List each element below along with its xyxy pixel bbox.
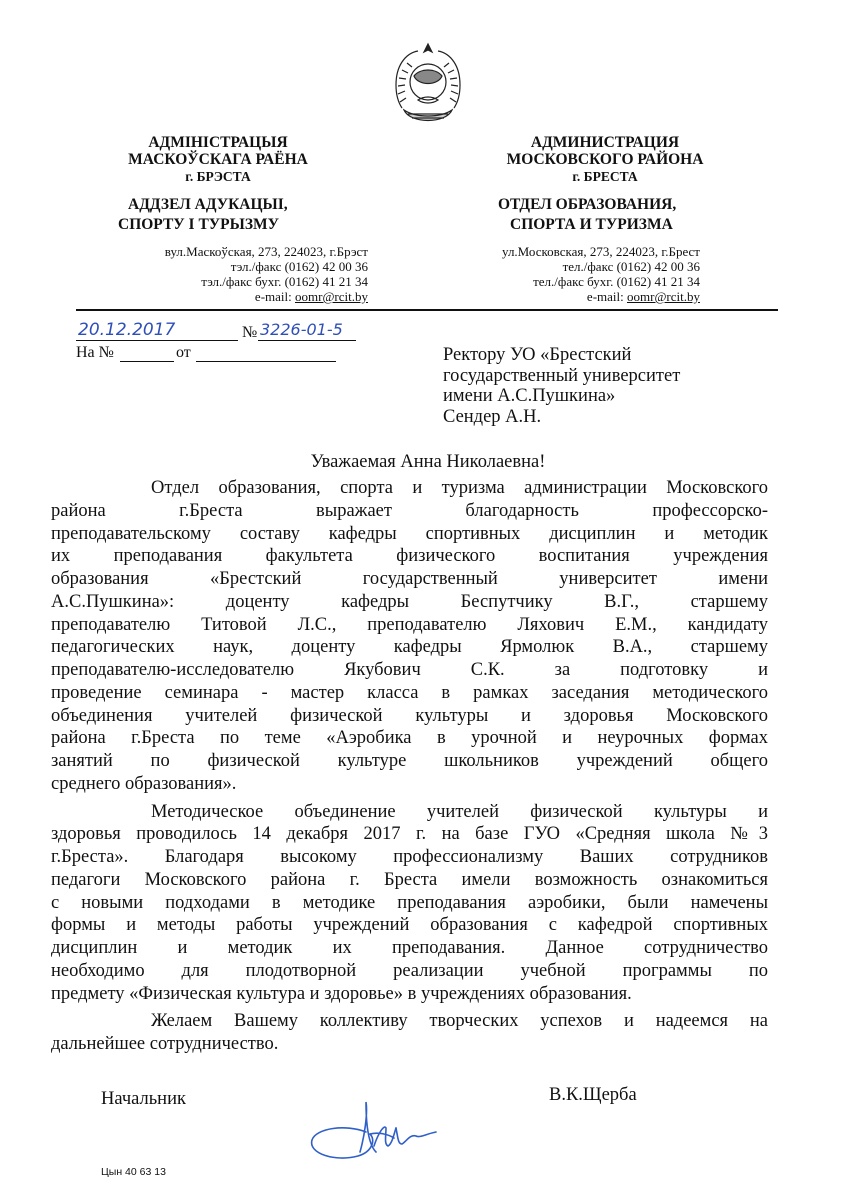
- body-line: дисциплин и методик их преподавания. Данное сотрудничество: [51, 938, 768, 958]
- header-left-org-city: г. БРЭСТА: [185, 169, 251, 184]
- body-line: необходимо для плодотворной реализации учебной программы по: [51, 960, 768, 981]
- body-line: А.С.Пушкина»: доценту кафедры Беспутчику В.Г., старшему: [51, 591, 768, 612]
- header-left-address: вул.Маскоўская, 273, 224023, г.Брэст: [164, 244, 368, 259]
- body-line: проведение семинара - мастер класса в рамках заседания методического: [51, 682, 768, 703]
- body-line: Отдел образования, спорта и туризма администрации Московского: [151, 478, 768, 498]
- body-line: преподавателю-исследователю Якубович С.К. за подготовку и: [51, 660, 768, 680]
- body-line: здоровья проводилось 14 декабря 2017 г. на базе ГУО «Средняя школа №3: [51, 824, 768, 845]
- reference-from-label: от: [176, 344, 191, 361]
- registration-line: [76, 318, 366, 344]
- reference-label: На №: [76, 344, 114, 361]
- header-right-phone-acc: тел./факс бухг. (0162) 41 21 34: [533, 274, 700, 289]
- addressee-line1: Ректору УО «Брестский: [443, 345, 632, 365]
- header-right-contact: [420, 244, 700, 304]
- addressee-line4: Сендер А.Н.: [443, 406, 542, 427]
- addressee-block: [443, 345, 773, 427]
- body-paragraph-1: [51, 477, 768, 796]
- header-right-org-city: г. БРЕСТА: [572, 169, 638, 184]
- body-line: района г.Бреста по теме «Аэробика в урочной и неурочных формах: [51, 728, 768, 749]
- body-line: формы и методы работы учреждений образования с кафедрой спортивных: [51, 915, 768, 936]
- state-emblem: [388, 38, 468, 128]
- body-line: среднего образования».: [51, 773, 237, 794]
- handwritten-signature: [306, 1094, 446, 1170]
- body-line: Желаем Вашему коллективу творческих успехов и надеемся на: [151, 1011, 768, 1032]
- body-line: педагогических наук, доценту кафедры Ярмолюк В.А., старшему: [51, 637, 768, 658]
- executor-info: Цын 40 63 13: [101, 1166, 166, 1178]
- body-line: преподавателю Титовой Л.С., преподавателю Ляхович Е.М., кандидату: [51, 614, 768, 635]
- header-right-phone: тел./факс (0162) 42 00 36: [562, 259, 700, 274]
- header-right-email[interactable]: oomr@rcit.by: [627, 289, 700, 304]
- header-right-email-label: e-mail:: [586, 289, 627, 304]
- header-divider: [76, 309, 778, 311]
- header-left-phone-acc: тэл./факс бухг. (0162) 41 21 34: [201, 274, 368, 289]
- header-right-email-line: [420, 289, 700, 304]
- body-line: г.Бреста». Благодаря высокому профессионализму Ваших сотрудников: [51, 847, 768, 867]
- header-left-dept-line2: СПОРТУ І ТУРЫЗМУ: [118, 216, 280, 233]
- header-left-email-label: e-mail:: [254, 289, 295, 304]
- header-left-contact: [80, 244, 368, 304]
- body-paragraph-3: [51, 1010, 768, 1056]
- body-line: занятий по физической культуре школьников учреждений общего: [51, 751, 768, 771]
- addressee-line3: имени А.С.Пушкина»: [443, 386, 616, 406]
- body-line: предмету «Физическая культура и здоровье» в учреждениях образования.: [51, 983, 632, 1004]
- addressee-line2: государственный университет: [443, 365, 681, 386]
- header-left-email[interactable]: oomr@rcit.by: [295, 289, 368, 304]
- header-right-address: ул.Московская, 273, 224023, г.Брест: [502, 244, 700, 259]
- body-paragraph-2: [51, 801, 768, 1006]
- header-right-dept-line2: СПОРТА И ТУРИЗМА: [510, 216, 673, 233]
- reference-date-blank: [196, 361, 336, 362]
- body-line: дальнейшее сотрудничество.: [51, 1034, 279, 1054]
- reference-line: [76, 344, 346, 368]
- registration-number-label: №: [242, 324, 258, 341]
- body-line: Методическое объединение учителей физической культуры и: [151, 801, 768, 822]
- body-line: объединения учителей физической культуры и здоровья Московского: [51, 705, 768, 726]
- registration-number: 3226-01-5: [260, 320, 343, 339]
- header-right-org-line2: МОСКОВСКОГО РАЙОНА: [506, 151, 704, 168]
- reference-number-blank: [120, 361, 174, 362]
- letter-body: [51, 477, 768, 1056]
- header-left-phone: тэл./факс (0162) 42 00 36: [230, 259, 368, 274]
- header-left-dept: [118, 195, 348, 235]
- header-left-org-line2: МАСКОЎСКАГА РАЁНА: [128, 151, 308, 168]
- body-line: их преподавания факультета физического воспитания учреждения: [51, 546, 768, 567]
- body-line: преподавательскому составу кафедры спортивных дисциплин и методик: [51, 523, 768, 544]
- header-left-email-line: [80, 289, 368, 304]
- header-left-org-line1: АДМІНІСТРАЦЫЯ: [148, 134, 288, 151]
- body-line: педагоги Московского района г. Бреста имели возможность ознакомиться: [51, 869, 768, 890]
- signature-position: Начальник: [101, 1089, 186, 1109]
- registration-date: 20.12.2017: [78, 320, 176, 340]
- registration-number-underline: [258, 340, 356, 341]
- header-right-org-line1: АДМИНИСТРАЦИЯ: [530, 134, 680, 151]
- header-right-org: [490, 134, 720, 185]
- registration-date-underline: [76, 340, 238, 341]
- body-line: с новыми подходами в методике преподавания аэробики, были намечены: [51, 892, 768, 913]
- body-line: образования «Брестский государственный университет имени: [51, 569, 768, 589]
- header-left-dept-line1: АДДЗЕЛ АДУКАЦЫІ,: [128, 196, 288, 213]
- salutation: Уважаемая Анна Николаевна!: [310, 452, 546, 472]
- header-right-dept: [498, 195, 728, 235]
- signature-name: В.К.Щерба: [549, 1085, 637, 1105]
- body-line: района г.Бреста выражает благодарность профессорско-: [51, 500, 768, 521]
- header-right-dept-line1: ОТДЕЛ ОБРАЗОВАНИЯ,: [498, 196, 677, 213]
- header-left-org: [100, 134, 336, 185]
